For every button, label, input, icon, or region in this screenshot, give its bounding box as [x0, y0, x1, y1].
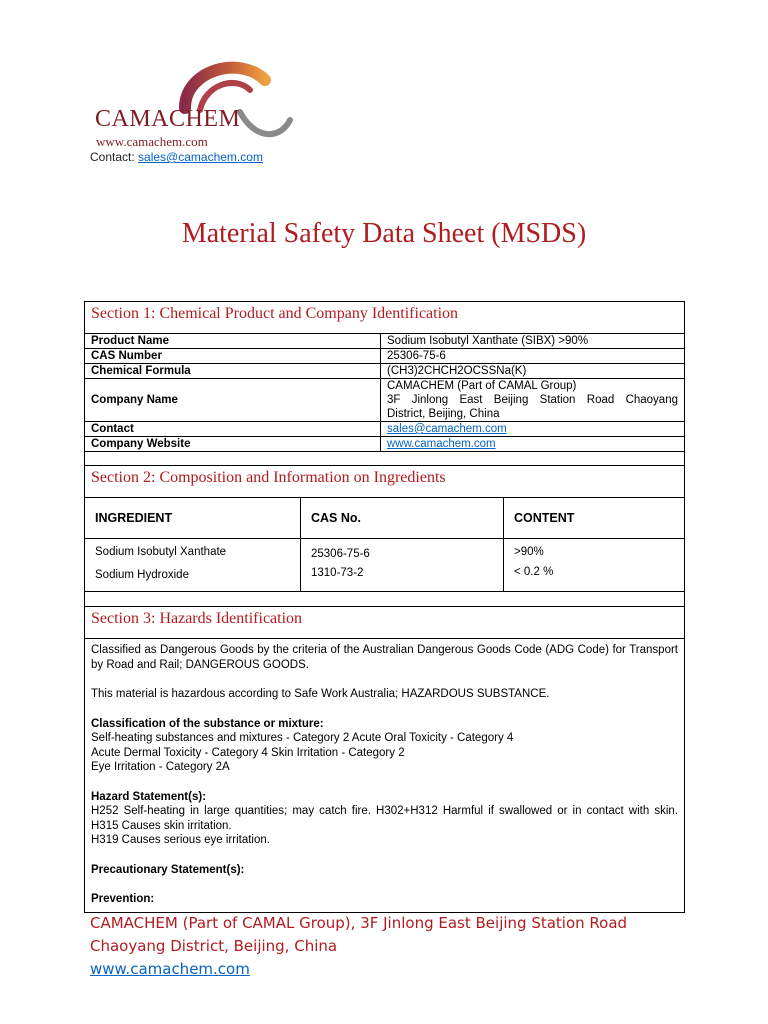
hazard-statements-heading: Hazard Statement(s):	[91, 790, 207, 803]
footer-address-line1: CAMACHEM (Part of CAMAL Group), 3F Jinlong East Beijing Station Road	[90, 914, 628, 932]
ingredient-column-header: INGREDIENT	[85, 498, 301, 539]
hazard-statement-text: H319 Causes serious eye irritation.	[91, 834, 270, 846]
contact-email-link[interactable]: sales@camachem.com	[138, 150, 263, 164]
classification-heading: Classification of the substance or mixture:	[91, 717, 324, 730]
ingredient-cell: Sodium Hydroxide	[85, 566, 301, 591]
section3-heading: Section 3: Hazards Identification	[85, 607, 684, 639]
table-row	[85, 334, 684, 349]
product-name-value: Sodium Isobutyl Xanthate (SIBX) >90%	[381, 334, 685, 349]
company-name-value	[381, 379, 685, 422]
table-row	[85, 437, 684, 452]
table-row	[85, 422, 684, 437]
section1-heading: Section 1: Chemical Product and Company Identification	[85, 302, 684, 334]
website-label: Company Website	[85, 437, 381, 452]
contact-email-link[interactable]: sales@camachem.com	[387, 423, 507, 435]
table-row	[85, 566, 684, 591]
hazards-body	[85, 639, 684, 911]
logo-url: www.camachem.com	[96, 134, 208, 149]
table-row	[85, 364, 684, 379]
page-footer	[90, 912, 627, 981]
section2-heading: Section 2: Composition and Information on Ingredients	[85, 466, 684, 498]
content-column-header: CONTENT	[504, 498, 685, 539]
hazardous-substance-paragraph: This material is hazardous according to Safe Work Australia; HAZARDOUS SUBSTANCE.	[91, 688, 550, 700]
contact-label: Contact:	[90, 150, 135, 164]
cas-cell: 25306-75-6	[301, 539, 504, 567]
section-divider	[85, 591, 684, 607]
hazard-statements-block	[91, 790, 678, 848]
section-divider	[85, 452, 684, 466]
chemical-formula-value: (CH3)2CHCH2OCSSNa(K)	[381, 364, 685, 379]
chemical-formula-label: Chemical Formula	[85, 364, 381, 379]
prevention-heading: Prevention:	[91, 893, 155, 905]
precautionary-heading: Precautionary Statement(s):	[91, 863, 245, 876]
identification-table	[85, 334, 684, 452]
cas-number-value: 25306-75-6	[381, 349, 685, 364]
footer-website-link[interactable]: www.camachem.com	[90, 960, 250, 978]
classification-block	[91, 717, 678, 775]
company-name-line: CAMACHEM (Part of CAMAL Group)	[387, 380, 577, 392]
content-cell: < 0.2 %	[514, 566, 554, 578]
table-row	[85, 379, 684, 422]
ingredients-table	[85, 498, 684, 591]
page-title: Material Safety Data Sheet (MSDS)	[181, 218, 587, 249]
website-link[interactable]: www.camachem.com	[387, 438, 496, 450]
msds-document	[84, 301, 685, 913]
cas-column-header: CAS No.	[301, 498, 504, 539]
logo-wordmark: CAMACHEM	[95, 106, 241, 132]
footer-address-line2: Chaoyang District, Beijing, China	[90, 937, 338, 955]
table-row	[85, 349, 684, 364]
contact-label-cell: Contact	[85, 422, 381, 437]
product-name-label: Product Name	[85, 334, 381, 349]
cas-number-label: CAS Number	[85, 349, 381, 364]
header-contact	[90, 150, 263, 164]
hazard-statement-text: H252 Self-heating in large quantities; may catch fire. H302+H312 Harmful if swallowed or in contact with skin. H315 Causes skin irritation.	[91, 805, 678, 832]
classification-line: Eye Irritation - Category 2A	[91, 761, 230, 773]
company-name-label: Company Name	[85, 379, 381, 422]
company-address-line2: District, Beijing, China	[387, 408, 500, 420]
contact-value	[381, 422, 685, 437]
cas-cell: 1310-73-2	[301, 566, 504, 591]
classification-line: Self-heating substances and mixtures - Category 2 Acute Oral Toxicity - Category 4	[91, 732, 514, 744]
classification-paragraph: Classified as Dangerous Goods by the criteria of the Australian Dangerous Goods Code (ADG Code) for Transport by Road and Rail; DANGEROUS GOODS.	[91, 644, 678, 671]
website-value	[381, 437, 685, 452]
company-address-line1: 3F Jinlong East Beijing Station Road Chaoyang	[387, 394, 678, 406]
ingredient-cell: Sodium Isobutyl Xanthate	[85, 539, 301, 567]
table-header-row	[85, 498, 684, 539]
content-cell: >90%	[514, 546, 544, 558]
classification-line: Acute Dermal Toxicity - Category 4 Skin Irritation - Category 2	[91, 746, 405, 759]
table-row	[85, 539, 684, 567]
